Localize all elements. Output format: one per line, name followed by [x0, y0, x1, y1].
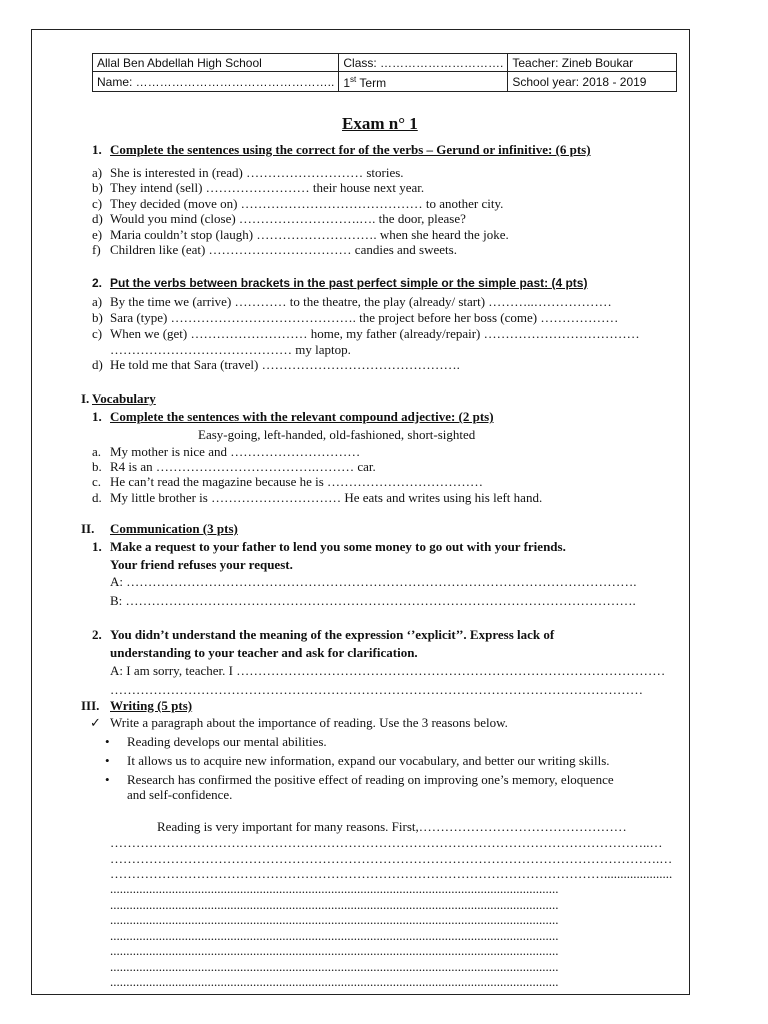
- dotted-line: ……………………………………………………………………………………………………………..…: [110, 835, 663, 850]
- list-item-letter: b): [92, 180, 103, 195]
- bullet-icon: •: [105, 734, 110, 749]
- comm-q1-number: 1.: [92, 539, 102, 554]
- answer-line-a: A: ……………………………………………………………………………………………………….: [110, 574, 637, 589]
- list-item-letter: d): [92, 357, 103, 372]
- list-item: Children like (eat) …………………………… candies and sweets.: [110, 242, 457, 257]
- list-item: Reading develops our mental abilities.: [127, 734, 327, 749]
- list-item-cont: and self-confidence.: [127, 787, 233, 802]
- header-table: [92, 53, 677, 92]
- list-item: My little brother is ………………………… He eats and writes using his left hand.: [110, 490, 543, 505]
- list-item: He can’t read the magazine because he is ………………………………: [110, 474, 484, 489]
- list-item: She is interested in (read) ……………………… stories.: [110, 165, 404, 180]
- section1-heading: Complete the sentences using the correct for of the verbs – Gerund or infinitive: (6 pts): [110, 142, 591, 157]
- list-item: …………………………………… my laptop.: [110, 342, 351, 357]
- dotted-line: ..........................................................................................................................................: [110, 974, 559, 989]
- list-item: They decided (move on) …………………………………… to another city.: [110, 196, 504, 211]
- word-bank: Easy-going, left-handed, old-fashioned, short-sighted: [198, 427, 476, 442]
- list-item: When we (get) ……………………… home, my father (already/repair) ………………………………: [110, 326, 640, 341]
- name-cell: Name: …………………………………………..: [93, 72, 339, 92]
- list-item-letter: c): [92, 326, 103, 341]
- dotted-line: …………………………………………………………………………………………………….....................: [110, 866, 673, 881]
- dotted-line: ..........................................................................................................................................: [110, 928, 559, 943]
- communication-title: Communication (3 pts): [110, 521, 238, 536]
- list-item: My mother is nice and …………………………: [110, 444, 361, 459]
- bullet-icon: •: [105, 772, 110, 787]
- checkmark-icon: ✓: [90, 715, 101, 730]
- writing-instruction: Write a paragraph about the importance of reading. Use the 3 reasons below.: [110, 715, 508, 730]
- list-item-letter: b): [92, 310, 103, 325]
- answer-line-b: B: ……………………………………………………………………………………………………….: [110, 593, 636, 608]
- list-item-letter: a): [92, 294, 103, 309]
- comm-q2-line1: You didn’t understand the meaning of the expression ‘’explicit’’. Express lack of: [110, 627, 555, 642]
- comm-q2-number: 2.: [92, 627, 102, 642]
- teacher-cell: Teacher: Zineb Boukar: [508, 54, 677, 72]
- dotted-line: ..........................................................................................................................................: [110, 912, 559, 927]
- exam-title: Exam n° 1: [342, 114, 418, 133]
- communication-roman: II.: [81, 521, 95, 536]
- writing-roman: III.: [81, 698, 100, 713]
- dotted-line: ……………………………………………………………………………………………………………….…: [110, 851, 673, 866]
- list-item: R4 is an ……………………………….……… car.: [110, 459, 376, 474]
- section2-number: 2.: [92, 276, 103, 290]
- comm-q1-line2: Your friend refuses your request.: [110, 557, 293, 572]
- comm-q2-answer: A: I am sorry, teacher. I ………………………………………………………………………………………: [110, 663, 666, 678]
- list-item-letter: b.: [92, 459, 102, 474]
- writing-title: Writing (5 pts): [110, 698, 193, 713]
- list-item: Sara (type) ……………………………………. the project before her boss (come) ………………: [110, 310, 619, 325]
- dotted-line: ..........................................................................................................................................: [110, 881, 559, 896]
- section2-heading: Put the verbs between brackets in the past perfect simple or the simple past: (4 pts): [110, 276, 588, 290]
- list-item: Would you mind (close) ……………………….…. the door, please?: [110, 211, 466, 226]
- list-item-letter: d): [92, 211, 103, 226]
- school-cell: Allal Ben Abdellah High School: [93, 54, 339, 72]
- term-cell: 1st Term: [339, 72, 508, 92]
- vocab-question: Complete the sentences with the relevant compound adjective: (2 pts): [110, 409, 494, 424]
- list-item-letter: c): [92, 196, 103, 211]
- list-item-letter: a.: [92, 444, 102, 459]
- school-year-cell: School year: 2018 - 2019: [508, 72, 677, 92]
- list-item-letter: d.: [92, 490, 102, 505]
- list-item-letter: e): [92, 227, 103, 242]
- bullet-icon: •: [105, 753, 110, 768]
- list-item-letter: c.: [92, 474, 102, 489]
- vocab-q-number: 1.: [92, 409, 102, 424]
- list-item: He told me that Sara (travel) ……………………………………….: [110, 357, 460, 372]
- comm-q2-answer-cont: ……………………………………………………………………………………………………………: [110, 682, 643, 697]
- list-item: By the time we (arrive) ………… to the theatre, the play (already/ start) ………..………………: [110, 294, 612, 309]
- list-item: Maria couldn’t stop (laugh) ………………………. when she heard the joke.: [110, 227, 509, 242]
- list-item-letter: f): [92, 242, 101, 257]
- vocab-roman: I.: [81, 391, 90, 406]
- dotted-line: ..........................................................................................................................................: [110, 959, 559, 974]
- dotted-line: ..........................................................................................................................................: [110, 943, 559, 958]
- comm-q1-line1: Make a request to your father to lend you some money to go out with your friends.: [110, 539, 566, 554]
- vocab-title: Vocabulary: [92, 391, 156, 406]
- comm-q2-line2: understanding to your teacher and ask for clarification.: [110, 645, 418, 660]
- section1-number: 1.: [92, 142, 102, 157]
- list-item: They intend (sell) …………………… their house next year.: [110, 180, 425, 195]
- dotted-line: ..........................................................................................................................................: [110, 897, 559, 912]
- list-item: It allows us to acquire new information, expand our vocabulary, and better our writing skills.: [127, 753, 610, 768]
- list-item-letter: a): [92, 165, 103, 180]
- paragraph-starter: Reading is very important for many reasons. First,…………………………………………: [157, 819, 627, 834]
- list-item: Research has confirmed the positive effect of reading on improving one’s memory, eloquence: [127, 772, 614, 787]
- class-cell: Class: ………………………….: [339, 54, 508, 72]
